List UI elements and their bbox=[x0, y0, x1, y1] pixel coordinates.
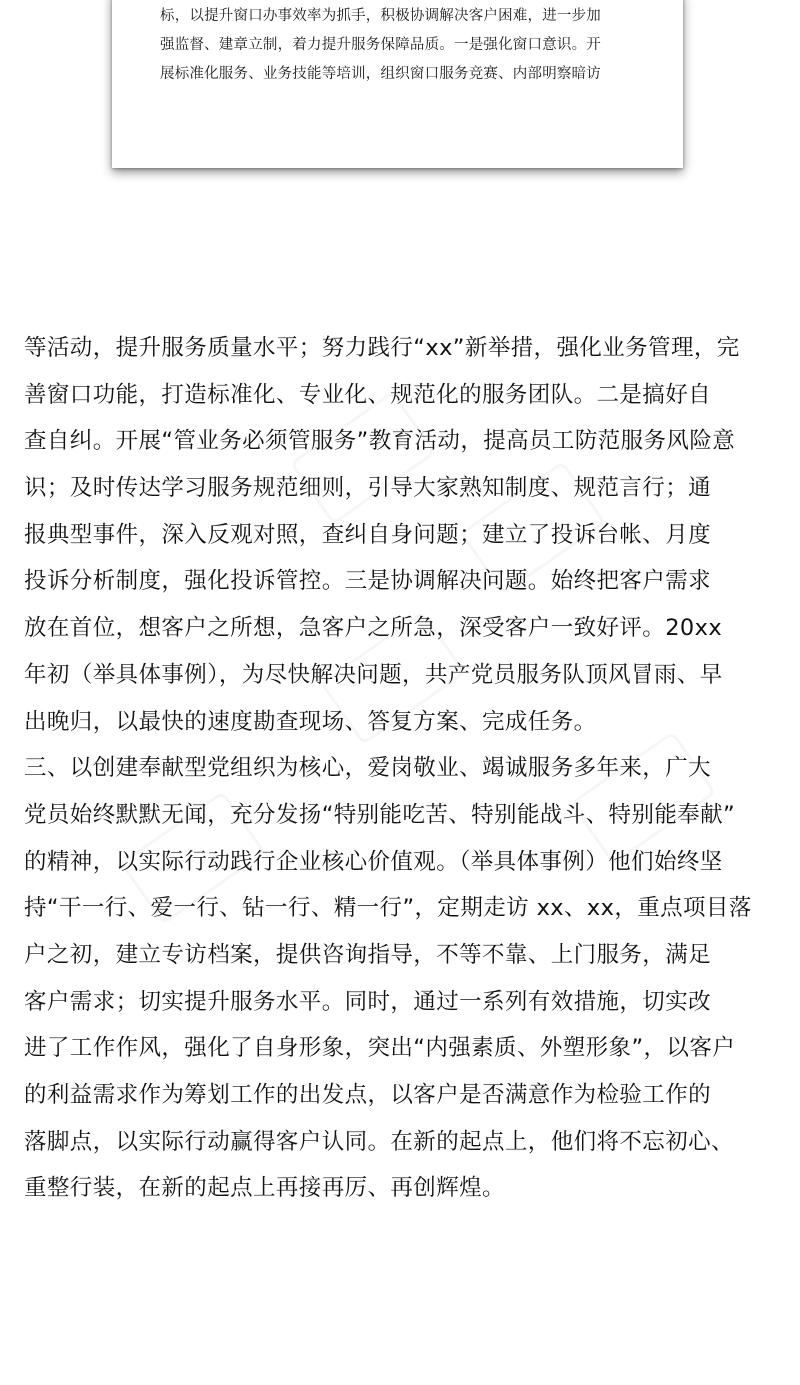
body-line: 识；及时传达学习服务规范细则，引导大家熟知制度、规范言行；通 bbox=[24, 475, 712, 502]
body-line: 出晚归，以最快的速度勘查现场、答复方案、完成任务。 bbox=[24, 708, 597, 735]
preview-line: 标，以提升窗口办事效率为抓手，积极协调解决客户困难，进一步加 bbox=[160, 8, 601, 24]
body-line: 的精神，以实际行动践行企业核心价值观。（举具体事例）他们始终坚 bbox=[24, 848, 723, 875]
preview-paragraph bbox=[160, 2, 645, 89]
body-line: 报典型事件，深入反观对照，查纠自身问题；建立了投诉台帐、月度 bbox=[24, 521, 712, 548]
body-line: 年初（举具体事例），为尽快解决问题，共产党员服务队顶风冒雨、早 bbox=[24, 661, 723, 688]
body-line: 重整行装，在新的起点上再接再厉、再创辉煌。 bbox=[24, 1175, 505, 1202]
body-line: 三、以创建奉献型党组织为核心，爱岗敬业、竭诚服务多年来，广大 bbox=[24, 755, 712, 782]
body-line: 进了工作作风，强化了自身形象，突出“内强素质、外塑形象”，以客户 bbox=[24, 1035, 736, 1062]
document-preview-card bbox=[112, 0, 683, 168]
body-line: 户之初，建立专访档案，提供咨询指导，不等不靠、上门服务，满足 bbox=[24, 941, 712, 968]
body-line: 党员始终默默无闻，充分发扬“特别能吃苦、特别能战斗、特别能奉献” bbox=[24, 801, 736, 828]
body-line: 等活动，提升服务质量水平；努力践行“xx”新举措，强化业务管理，完 bbox=[24, 335, 740, 361]
body-line: 落脚点，以实际行动赢得客户认同。在新的起点上，他们将不忘初心、 bbox=[24, 1128, 734, 1155]
body-text bbox=[24, 325, 780, 1212]
body-line: 查自纠。开展“管业务必须管服务”教育活动，提高员工防范服务风险意 bbox=[24, 428, 736, 455]
body-line: 客户需求；切实提升服务水平。同时，通过一系列有效措施，切实改 bbox=[24, 988, 712, 1015]
body-line: 善窗口功能，打造标准化、专业化、规范化的服务团队。二是搞好自 bbox=[24, 381, 712, 408]
body-line: 投诉分析制度，强化投诉管控。三是协调解决问题。始终把客户需求 bbox=[24, 568, 712, 595]
body-line: 放在首位，想客户之所想，急客户之所急，深受客户一致好评。20xx bbox=[24, 615, 723, 642]
body-line: 的利益需求作为筹划工作的出发点，以客户是否满意作为检验工作的 bbox=[24, 1082, 712, 1108]
body-line: 持“干一行、爱一行、钻一行、精一行”，定期走访 xx、xx，重点项目落 bbox=[24, 895, 752, 922]
preview-line: 强监督、建章立制，着力提升服务保障品质。一是强化窗口意识。开 bbox=[160, 37, 601, 53]
preview-line: 展标准化服务、业务技能等培训，组织窗口服务竞赛、内部明察暗访 bbox=[160, 66, 601, 82]
